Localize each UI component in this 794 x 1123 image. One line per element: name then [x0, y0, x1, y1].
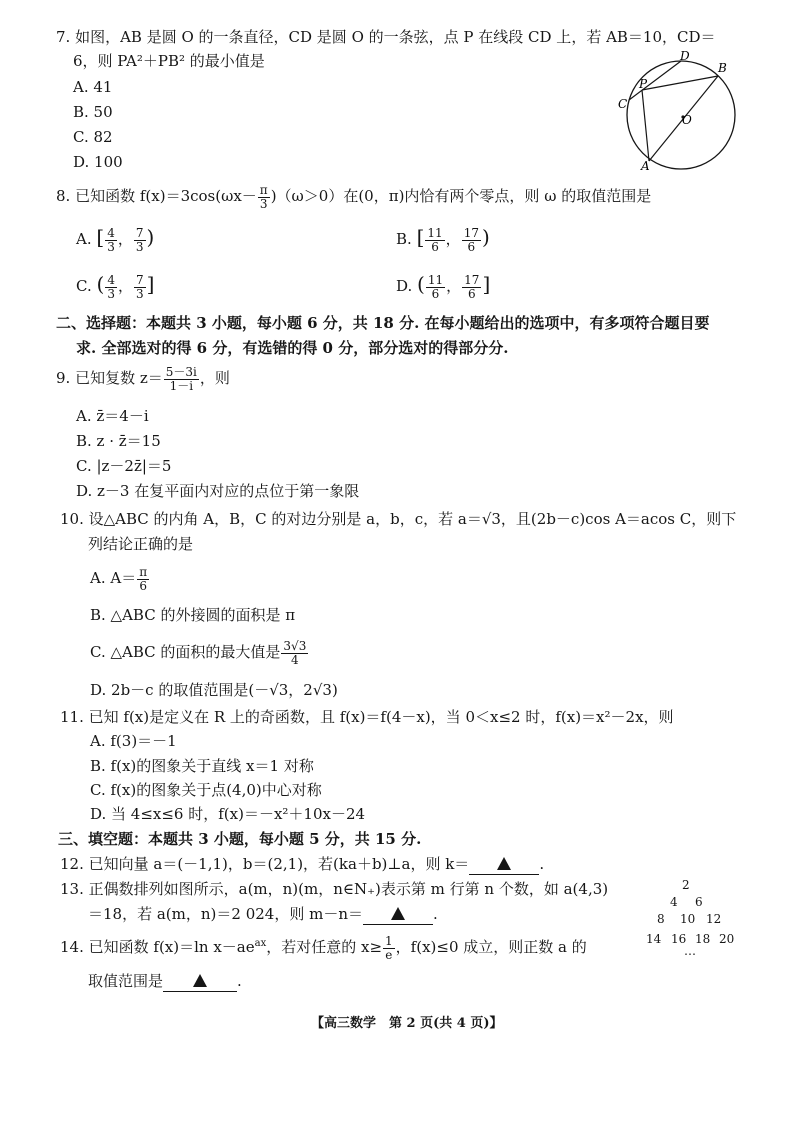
q10-option-c: C. △ABC 的面积的最大值是 $\frac{3√3}{4}$ [90, 639, 307, 667]
q7-stem-line1: 7. 如图，AB 是圆 O 的一条直径，CD 是圆 O 的一条弦，点 P 在线段 CD 上，若 AB＝10，CD＝ [56, 28, 716, 46]
triangle-number: 4 [670, 895, 678, 909]
q7-circle-figure [612, 50, 744, 174]
triangle-number: 20 [719, 932, 735, 946]
segment-pb [642, 76, 718, 90]
q8-stem-a: 8. 已知函数 f(x)＝3cos [56, 187, 216, 206]
q10-option-a: A. A＝ $\frac{\pi}{6}$ [90, 565, 148, 593]
q12-stem: 12. 已知向量 a＝(－1,1)，b＝(2,1)，若(ka＋b)⊥a，则 k＝ . [60, 855, 545, 873]
q13-answer-blank[interactable] [363, 905, 433, 925]
triangle-number: 14 [646, 932, 662, 946]
q9-option-a: A. z̄＝4－i [76, 407, 149, 425]
label-p: P [639, 77, 648, 91]
q8-option-c: C. ( $\frac{4}{3}$ ， $\frac{7}{3}$ ] [76, 272, 155, 301]
label-c: C [618, 97, 628, 111]
triangle-icon [193, 974, 207, 987]
chord-cd [629, 61, 681, 100]
triangle-number: 2 [682, 878, 690, 892]
label-a: A [641, 159, 650, 173]
q8-stem [56, 184, 651, 210]
triangle-number: 16 [671, 932, 687, 946]
q8-option-b: B. [ $\frac{11}{6}$ ， $\frac{17}{6}$ ) [396, 225, 490, 254]
q11-option-a: A. f(3)＝－1 [90, 732, 177, 750]
q7-option-a: A. 41 [73, 78, 113, 96]
q9-stem: 9. 已知复数 z＝ $\frac{5-3i}{1-i}$ ，则 [56, 365, 230, 393]
q10-stem-line1: 10. 设△ABC 的内角 A，B，C 的对边分别是 a，b，c，若 a＝√3，且(2b－c)cos A＝acos C，则下 [60, 510, 737, 528]
label-o: O [682, 113, 692, 127]
q7-option-b: B. 50 [73, 103, 113, 121]
q7-option-c: C. 82 [73, 128, 113, 146]
triangle-number: 8 [657, 912, 665, 926]
q8-stem-frac: $\frac{\pi}{3}$ [259, 183, 268, 211]
q7-option-d: D. 100 [73, 153, 123, 171]
q14-answer-blank[interactable] [163, 972, 237, 992]
q10-option-b: B. △ABC 的外接圆的面积是 π [90, 606, 296, 624]
triangle-ellipsis: … [684, 944, 696, 958]
q14-stem-line1: 14. 已知函数 f(x)＝ln $x-ae^{ax}$，若对任意的 x≥ $\frac{1}{e}$ ，f(x)≤0 成立，则正数 a 的 [60, 934, 587, 962]
q11-option-c: C. f(x)的图象关于点(4,0)中心对称 [90, 781, 322, 799]
section3-heading: 三、填空题：本题共 3 小题，每小题 5 分，共 15 分. [58, 830, 422, 848]
q14-stem-line2: 取值范围是 . [88, 972, 242, 990]
q8-stem-b: (ωx－ [215, 187, 257, 206]
triangle-icon [497, 857, 511, 870]
q11-option-d: D. 当 4≤x≤6 时，f(x)＝－x²＋10x－24 [90, 805, 366, 823]
q11-stem: 11. 已知 f(x)是定义在 R 上的奇函数，且 f(x)＝f(4－x)，当 0＜x≤2 时，f(x)＝x²－2x，则 [60, 708, 674, 726]
q13-stem-line2: ＝18，若 a(m，n)＝2 024，则 m－n＝ . [88, 905, 438, 923]
q9-option-c: C. |z－2z̄|＝5 [76, 457, 172, 475]
segment-pa [642, 90, 649, 161]
q8-option-a: A. [ $\frac{4}{3}$ ， $\frac{7}{3}$ ) [76, 225, 155, 254]
triangle-number: 18 [695, 932, 711, 946]
q13-stem-line1: 13. 正偶数排列如图所示，a(m，n)(m，n∈N₊)表示第 m 行第 n 个数，如 a(4,3) [60, 880, 609, 898]
triangle-number: 10 [680, 912, 696, 926]
q10-option-d: D. 2b－c 的取值范围是(－√3，2√3) [90, 681, 338, 699]
triangle-icon [391, 907, 405, 920]
section2-heading-line1: 二、选择题：本题共 3 小题，每小题 6 分，共 18 分. 在每小题给出的选项中，有多项符合题目要 [56, 314, 710, 332]
triangle-number: 6 [695, 895, 703, 909]
q9-option-b: B. z · z̄＝15 [76, 432, 161, 450]
section2-heading-line2: 求. 全部选对的得 6 分，有选错的得 0 分，部分选对的得部分分. [76, 339, 509, 357]
q11-option-b: B. f(x)的图象关于直线 x＝1 对称 [90, 757, 314, 775]
label-d: D [680, 50, 690, 63]
q12-answer-blank[interactable] [469, 855, 539, 875]
q7-stem-line2: 6，则 PA²＋PB² 的最小值是 [73, 52, 265, 70]
q9-option-d: D. z－3 在复平面内对应的点位于第一象限 [76, 482, 360, 500]
q8-stem-c: )（ω＞0）在(0，π)内恰有两个零点，则 ω 的取值范围是 [270, 187, 652, 206]
q10-stem-line2: 列结论正确的是 [88, 535, 194, 553]
triangle-number: 12 [706, 912, 722, 926]
page-footer: 【高三数学 第 2 页(共 4 页)】 [311, 1016, 503, 1031]
label-b: B [718, 61, 727, 75]
q8-option-d: D. ( $\frac{11}{6}$ ， $\frac{17}{6}$ ] [396, 272, 491, 301]
